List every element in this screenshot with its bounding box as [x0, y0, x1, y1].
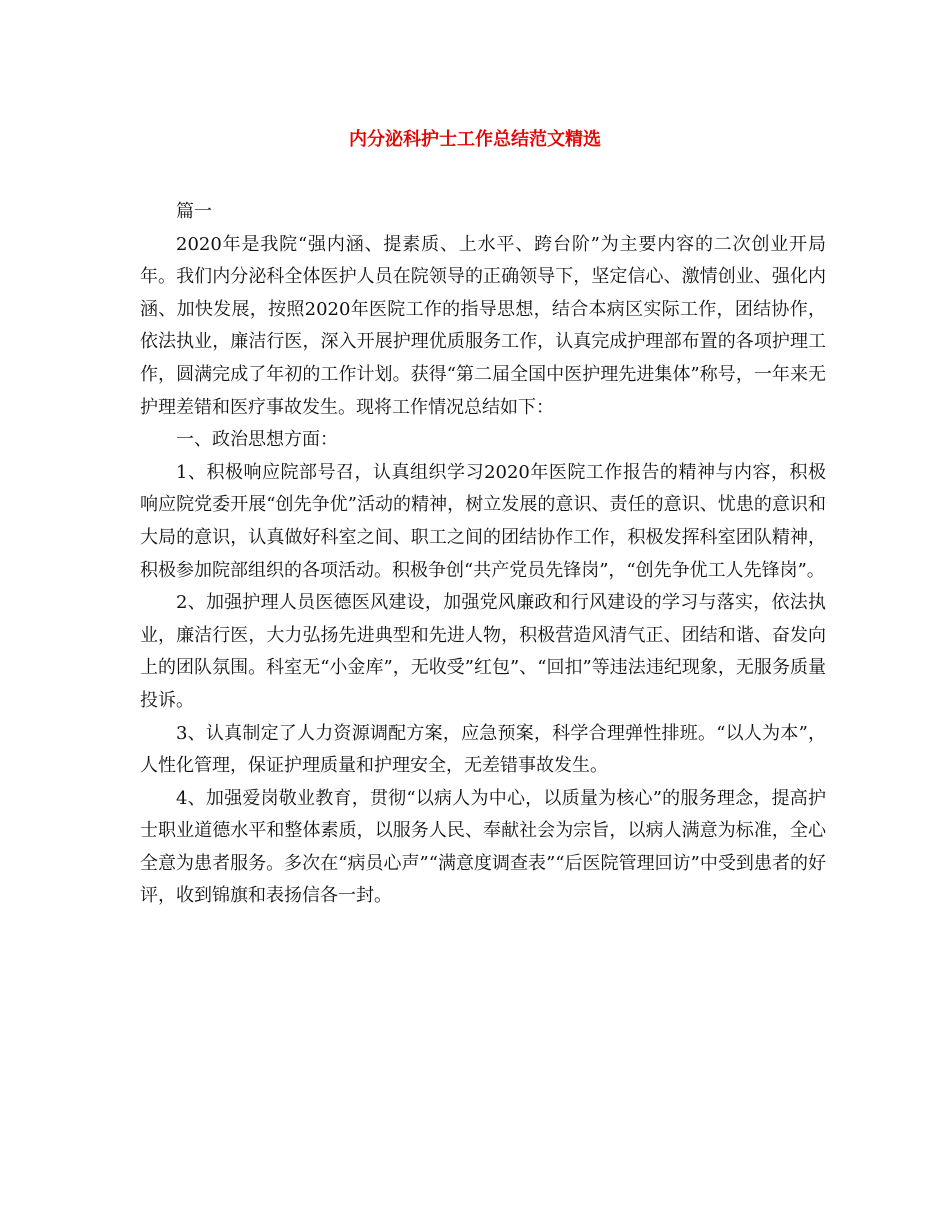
section-heading-part-one: 篇一 [176, 201, 212, 222]
section-heading-political: 一、政治思想方面： [176, 429, 338, 451]
document-title: 内分泌科护士工作总结范文精选 [349, 129, 601, 150]
document-body [140, 196, 826, 913]
paragraph-item-4: 4、加强爱岗敬业教育，贯彻“以病人为中心，以质量为核心”的服务理念，提高护士职业道德水平和整体素质，以服务人民、奉献社会为宗旨，以病人满意为标准，全心全意为患者服务。多次在“病员心声”“满意度调查表”“后医院管理回访”中受到患者的好评，收到锦旗和表扬信各一封。 [140, 787, 826, 907]
paragraph-item-3: 3、认真制定了人力资源调配方案，应急预案，科学合理弹性排班。“以人为本”，人性化管理，保证护理质量和护理安全，无差错事故发生。 [140, 722, 826, 777]
paragraph-item-1: 1、积极响应院部号召，认真组织学习2020年医院工作报告的精神与内容，积极响应院党委开展“创先争优”活动的精神，树立发展的意识、责任的意识、忧患的意识和大局的意识，认真做好科室之间、职工之间的团结协作工作，积极发挥科室团队精神，积极参加院部组织的各项活动。积极争创“共产党员先锋岗”，“创先争优工人先锋岗”。 [140, 461, 826, 581]
intro-paragraph: 2020年是我院“强内涵、提素质、上水平、跨台阶”为主要内容的二次创业开局年。我们内分泌科全体医护人员在院领导的正确领导下，坚定信心、激情创业、强化内涵、加快发展，按照2020年医院工作的指导思想，结合本病区实际工作，团结协作，依法执业，廉洁行医，深入开展护理优质服务工作，认真完成护理部布置的各项护理工作，圆满完成了年初的工作计划。获得“第二届全国中医护理先进集体”称号，一年来无护理差错和医疗事故发生。现将工作情况总结如下： [140, 233, 826, 418]
paragraph-item-2: 2、加强护理人员医德医风建设，加强党风廉政和行风建设的学习与落实，依法执业，廉洁行医，大力弘扬先进典型和先进人物，积极营造风清气正、团结和谐、奋发向上的团队氛围。科室无“小金库”，无收受”红包”、“回扣”等违法违纪现象，无服务质量投诉。 [140, 592, 826, 711]
